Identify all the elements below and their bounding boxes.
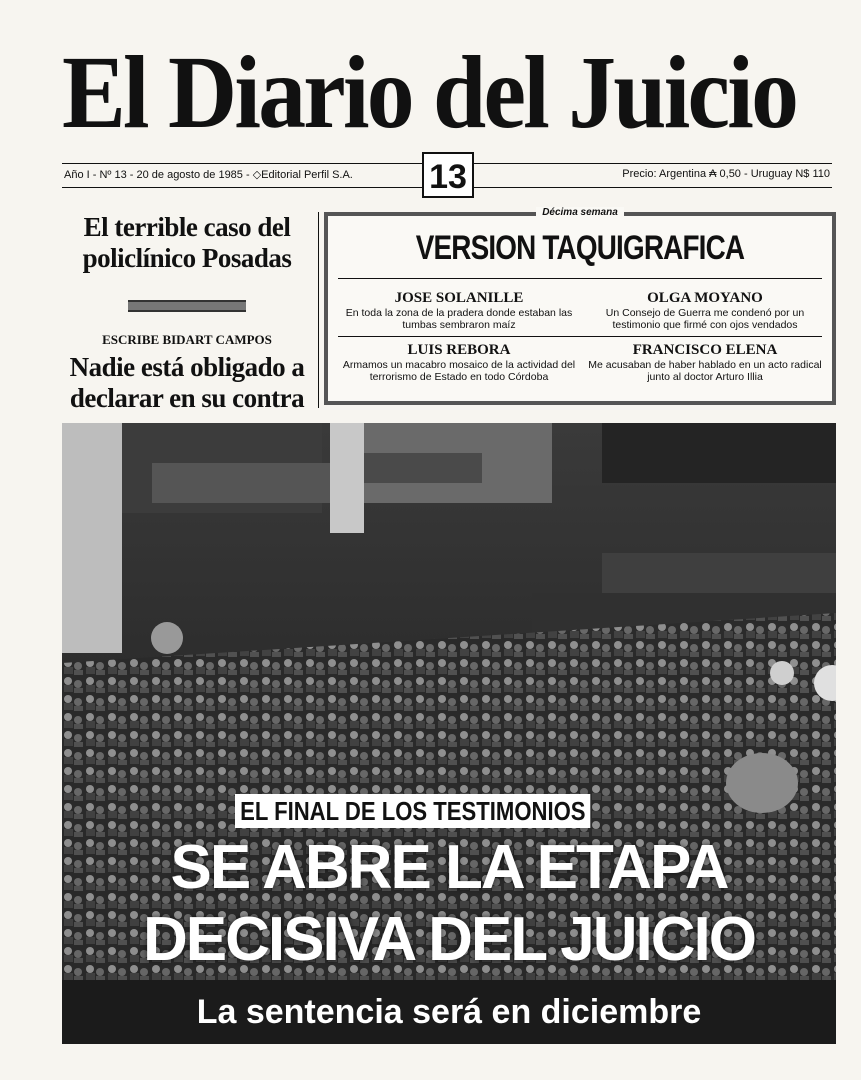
headline-posadas[interactable]: El terrible caso del policlínico Posadas [82, 212, 292, 273]
testimony-item[interactable] [336, 290, 582, 331]
issue-number-badge: 13 [422, 152, 474, 198]
cover-headline-line2[interactable]: DECISIVA DEL JUICIO [143, 905, 755, 974]
masthead-title: El Diario del Juicio [62, 35, 797, 150]
price-line: Precio: Argentina ₳ 0,50 - Uruguay N$ 110 [622, 168, 830, 180]
taquigrafica-title[interactable]: VERSION TAQUIGRAFICA [415, 229, 745, 267]
cover-kicker: EL FINAL DE LOS TESTIMONIOS [235, 794, 591, 828]
witness-quote: Armamos un macabro mosaico de la actividad del terrorismo de Estado en todo Córdoba [342, 359, 576, 383]
testimony-item[interactable] [582, 342, 828, 383]
testimony-item[interactable] [582, 290, 828, 331]
cover-subhead: La sentencia será en diciembre [62, 980, 836, 1044]
tq-rule-1 [338, 278, 822, 279]
week-label: Décima semana [328, 207, 832, 218]
left-column [62, 212, 312, 414]
column-rule [318, 212, 319, 408]
tq-rule-2 [338, 336, 822, 337]
issue-date-line: Año I - Nº 13 - 20 de agosto de 1985 - ◇Editorial Perfil S.A. [64, 169, 353, 181]
witness-name: JOSE SOLANILLE [394, 290, 524, 306]
taquigrafica-box [324, 207, 836, 405]
witness-name: OLGA MOYANO [647, 290, 763, 306]
witness-quote: Un Consejo de Guerra me condenó por un testimonio que firmé con ojos vendados [605, 307, 805, 331]
byline-kicker: ESCRIBE BIDART CAMPOS [102, 332, 272, 347]
witness-name: LUIS REBORA [407, 342, 511, 358]
headline-bidart-campos[interactable]: Nadie está obligado a declarar en su contra [69, 352, 305, 413]
witness-quote: Me acusaban de haber hablado en un acto radical junto al doctor Arturo Illia [588, 359, 822, 383]
cover-headline-line1[interactable]: SE ABRE LA ETAPA [170, 833, 728, 902]
testimony-item[interactable] [336, 342, 582, 383]
witness-quote: En toda la zona de la pradera donde estaban las tumbas sembraron maíz [345, 307, 573, 331]
left-divider [128, 300, 246, 312]
witness-name: FRANCISCO ELENA [632, 342, 778, 358]
